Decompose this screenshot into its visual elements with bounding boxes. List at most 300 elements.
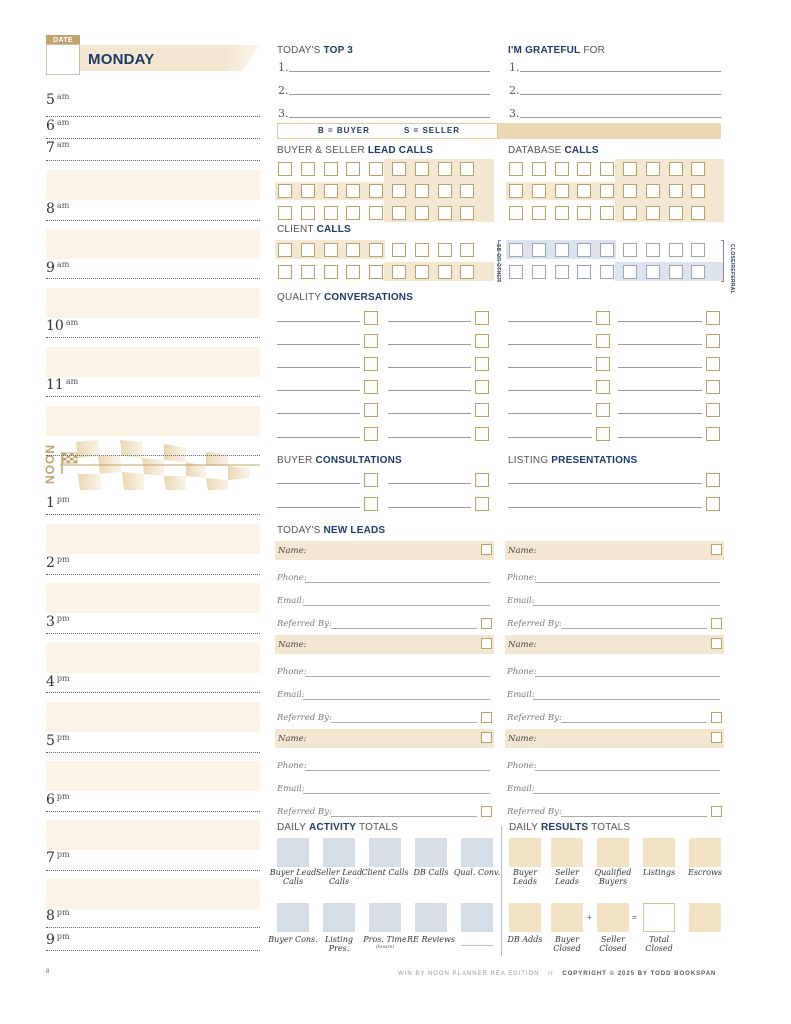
conversation-checkbox[interactable] [596, 427, 610, 441]
hour-band [46, 347, 260, 377]
call-checkbox[interactable] [438, 184, 452, 198]
conversation-checkbox[interactable] [596, 357, 610, 371]
checkered-flag-graphic [46, 438, 260, 492]
lead-phone-line[interactable] [535, 676, 720, 677]
call-checkbox[interactable] [600, 162, 614, 176]
grateful-line[interactable] [520, 117, 721, 118]
lead-referred-checkbox[interactable] [481, 712, 492, 723]
conversation-line[interactable] [388, 321, 471, 322]
results-total-box[interactable] [597, 838, 629, 867]
conversation-checkbox[interactable] [364, 311, 378, 325]
call-checkbox[interactable] [577, 162, 591, 176]
conversation-line[interactable] [277, 390, 360, 391]
lead-referred-label: Referred By: [507, 807, 562, 817]
legend-buyer: B = BUYER [318, 126, 370, 135]
hour-divider [46, 633, 260, 634]
activity-total-box[interactable] [323, 838, 355, 867]
conversation-checkbox[interactable] [364, 403, 378, 417]
call-checkbox[interactable] [324, 243, 338, 257]
conversation-checkbox[interactable] [475, 403, 489, 417]
lead-name-checkbox[interactable] [711, 732, 722, 743]
call-checkbox[interactable] [392, 265, 406, 279]
call-checkbox[interactable] [460, 243, 474, 257]
hour-divider [46, 692, 260, 693]
hour-divider [46, 811, 260, 812]
presentation-checkbox[interactable] [706, 473, 720, 487]
results-total-box[interactable] [509, 903, 541, 932]
call-checkbox[interactable] [646, 265, 660, 279]
call-checkbox[interactable] [324, 265, 338, 279]
lead-referred-checkbox[interactable] [711, 712, 722, 723]
footer-sep: // [548, 971, 554, 977]
hour-band [46, 288, 260, 318]
hour-band [46, 643, 260, 673]
hour-label [46, 495, 70, 511]
results-total-box[interactable] [643, 838, 675, 867]
activity-total-label [268, 935, 318, 944]
lead-referred-line[interactable] [331, 722, 477, 723]
hour-number: 5 [46, 733, 55, 749]
conversation-checkbox[interactable] [706, 311, 720, 325]
hour-suffix: pm [56, 908, 70, 917]
conversation-line[interactable] [508, 390, 592, 391]
call-checkbox[interactable] [278, 184, 292, 198]
call-checkbox[interactable] [623, 265, 637, 279]
grateful-number: 2. [509, 84, 520, 97]
call-checkbox[interactable] [278, 243, 292, 257]
lead-referred-checkbox[interactable] [481, 806, 492, 817]
hour-suffix: pm [56, 850, 70, 859]
top3-line[interactable] [289, 71, 490, 72]
bracket-left [498, 240, 501, 282]
hour-label [46, 792, 70, 808]
conversation-checkbox[interactable] [706, 427, 720, 441]
lead-email-line[interactable] [533, 605, 720, 606]
consultation-checkbox[interactable] [364, 473, 378, 487]
consultation-checkbox[interactable] [475, 497, 489, 511]
hour-suffix: pm [56, 932, 70, 941]
call-checkbox[interactable] [646, 162, 660, 176]
call-checkbox[interactable] [600, 184, 614, 198]
conversation-line[interactable] [508, 437, 592, 438]
call-checkbox[interactable] [392, 184, 406, 198]
lead-name-checkbox[interactable] [481, 638, 492, 649]
activity-total-box[interactable] [415, 838, 447, 867]
call-checkbox[interactable] [555, 184, 569, 198]
conversation-line[interactable] [618, 413, 702, 414]
lead-phone-line[interactable] [305, 770, 490, 771]
grateful-number: 1. [509, 61, 520, 74]
call-checkbox[interactable] [346, 265, 360, 279]
call-checkbox[interactable] [555, 162, 569, 176]
activity-total-box[interactable] [369, 838, 401, 867]
conversation-line[interactable] [508, 321, 592, 322]
consultation-line[interactable] [277, 483, 360, 484]
activity-total-label: Buyer Lead Calls [269, 868, 317, 886]
lead-referred-line[interactable] [331, 816, 477, 817]
day-name: MONDAY [88, 51, 155, 68]
vertical-label-right: CLOSE/REFERRAL [729, 244, 735, 295]
conversation-line[interactable] [388, 413, 471, 414]
call-checkbox[interactable] [278, 206, 292, 220]
lead-name-label: Name: [278, 546, 307, 556]
call-checkbox[interactable] [324, 184, 338, 198]
results-total-box[interactable] [689, 838, 721, 867]
conversation-line[interactable] [508, 367, 592, 368]
call-checkbox[interactable] [369, 184, 383, 198]
conversation-line[interactable] [618, 321, 702, 322]
lead-name-checkbox[interactable] [711, 638, 722, 649]
call-checkbox[interactable] [301, 206, 315, 220]
call-checkbox[interactable] [532, 184, 546, 198]
lead-referred-line[interactable] [561, 722, 707, 723]
plus-operator: + [587, 913, 592, 922]
call-checkbox[interactable] [600, 206, 614, 220]
activity-total-box[interactable] [323, 903, 355, 932]
call-checkbox[interactable] [623, 162, 637, 176]
lead-name-bar [275, 541, 494, 560]
hour-number: 8 [46, 908, 55, 924]
call-checkbox[interactable] [301, 162, 315, 176]
lead-referred-checkbox[interactable] [711, 618, 722, 629]
call-checkbox[interactable] [346, 243, 360, 257]
call-checkbox[interactable] [555, 206, 569, 220]
lead-phone-label: Phone: [507, 667, 537, 677]
top3-line[interactable] [289, 117, 490, 118]
hour-suffix: pm [56, 792, 70, 801]
conversation-line[interactable] [277, 437, 360, 438]
lead-name-bar [505, 635, 724, 654]
lead-email-label: Email: [277, 690, 305, 700]
hour-divider [46, 160, 260, 161]
presentation-checkbox[interactable] [706, 497, 720, 511]
activity-total-label: Seller Lead Calls [315, 868, 363, 886]
call-checkbox[interactable] [438, 265, 452, 279]
call-checkbox[interactable] [392, 243, 406, 257]
lead-referred-line[interactable] [331, 628, 477, 629]
call-checkbox[interactable] [669, 162, 683, 176]
call-checkbox[interactable] [691, 243, 705, 257]
hour-suffix: pm [56, 555, 70, 564]
call-checkbox[interactable] [346, 206, 360, 220]
conversation-line[interactable] [508, 344, 592, 345]
call-checkbox[interactable] [691, 184, 705, 198]
top3-line[interactable] [289, 94, 490, 95]
conversation-line[interactable] [618, 437, 702, 438]
call-checkbox[interactable] [577, 206, 591, 220]
top3-title: TODAY'S TOP 3 [277, 45, 354, 56]
call-checkbox[interactable] [532, 265, 546, 279]
conversation-checkbox[interactable] [706, 380, 720, 394]
hour-label [46, 614, 70, 630]
lead-email-label: Email: [277, 784, 305, 794]
legend-seller: S = SELLER [404, 126, 461, 135]
conversation-checkbox[interactable] [475, 311, 489, 325]
conversation-checkbox[interactable] [706, 334, 720, 348]
call-checkbox[interactable] [324, 162, 338, 176]
activity-total-box[interactable] [461, 903, 493, 932]
conversation-line[interactable] [618, 344, 702, 345]
lead-email-line[interactable] [303, 699, 490, 700]
call-checkbox[interactable] [460, 184, 474, 198]
hour-band [46, 879, 260, 909]
date-box[interactable] [46, 44, 80, 75]
grateful-line[interactable] [520, 71, 721, 72]
consultation-line[interactable] [277, 507, 360, 508]
hour-label [46, 92, 69, 108]
call-checkbox[interactable] [278, 162, 292, 176]
call-checkbox[interactable] [415, 162, 429, 176]
activity-total-label-text: Buyer Cons. [268, 935, 318, 944]
legend-fill [498, 123, 721, 139]
lead-email-label: Email: [507, 596, 535, 606]
call-checkbox[interactable] [509, 184, 523, 198]
lead-phone-line[interactable] [535, 582, 720, 583]
results-total-box[interactable] [551, 903, 583, 932]
call-checkbox[interactable] [301, 184, 315, 198]
call-checkbox[interactable] [346, 162, 360, 176]
conversation-line[interactable] [388, 344, 471, 345]
lead-name-checkbox[interactable] [481, 732, 492, 743]
lead-name-bar [275, 635, 494, 654]
conversation-checkbox[interactable] [596, 334, 610, 348]
hour-divider [46, 138, 260, 139]
lead-email-line[interactable] [533, 699, 720, 700]
lead-name-checkbox[interactable] [711, 544, 722, 555]
call-checkbox[interactable] [301, 265, 315, 279]
call-checkbox[interactable] [509, 206, 523, 220]
hour-number: 8 [46, 201, 55, 217]
conversation-checkbox[interactable] [364, 427, 378, 441]
consultation-checkbox[interactable] [475, 473, 489, 487]
consultation-line[interactable] [388, 483, 471, 484]
call-checkbox[interactable] [669, 265, 683, 279]
call-checkbox[interactable] [369, 243, 383, 257]
results-total-label: Seller Closed [599, 935, 627, 953]
call-checkbox[interactable] [646, 206, 660, 220]
hour-label [46, 733, 70, 749]
conversation-checkbox[interactable] [596, 403, 610, 417]
call-checkbox[interactable] [646, 184, 660, 198]
results-total-label: Seller Leads [554, 868, 580, 886]
vertical-label-left: SB OR OTHER [495, 244, 501, 283]
call-checkbox[interactable] [691, 206, 705, 220]
hour-label [46, 260, 69, 276]
call-checkbox[interactable] [691, 265, 705, 279]
hour-label [46, 318, 78, 334]
lead-referred-label: Referred By: [507, 619, 562, 629]
call-checkbox[interactable] [532, 162, 546, 176]
hour-band [46, 820, 260, 850]
hour-label [46, 555, 70, 571]
call-checkbox[interactable] [346, 184, 360, 198]
lead-phone-label: Phone: [277, 667, 307, 677]
call-checkbox[interactable] [669, 184, 683, 198]
client-calls-title: CLIENT CALLS [277, 224, 351, 235]
conversation-line[interactable] [277, 321, 360, 322]
call-checkbox[interactable] [577, 243, 591, 257]
grateful-line[interactable] [520, 94, 721, 95]
hour-suffix: am [56, 118, 70, 127]
footer-copyright: COPYRIGHT © 2025 BY TODD BOOKSPAN [562, 971, 717, 977]
conversation-checkbox[interactable] [364, 334, 378, 348]
hour-label [46, 118, 69, 134]
lead-phone-line[interactable] [535, 770, 720, 771]
call-checkbox[interactable] [369, 265, 383, 279]
conversation-line[interactable] [277, 367, 360, 368]
activity-total-box[interactable] [369, 903, 401, 932]
call-checkbox[interactable] [301, 243, 315, 257]
call-checkbox[interactable] [438, 243, 452, 257]
conversation-line[interactable] [388, 367, 471, 368]
activity-total-box[interactable] [415, 903, 447, 932]
activity-totals-title: DAILY ACTIVITY TOTALS [277, 822, 399, 833]
lead-phone-label: Phone: [507, 761, 537, 771]
conversation-checkbox[interactable] [596, 380, 610, 394]
hour-band [46, 406, 260, 436]
lead-referred-line[interactable] [561, 628, 707, 629]
results-total-label: Qualified Buyers [594, 868, 632, 886]
conversation-line[interactable] [277, 344, 360, 345]
results-total-box[interactable] [689, 903, 721, 932]
lead-email-label: Email: [277, 596, 305, 606]
presentation-line[interactable] [508, 507, 702, 508]
lead-phone-line[interactable] [305, 582, 490, 583]
hour-number: 3 [46, 614, 55, 630]
hour-suffix: am [56, 260, 70, 269]
call-checkbox[interactable] [509, 162, 523, 176]
call-checkbox[interactable] [369, 162, 383, 176]
call-checkbox[interactable] [623, 184, 637, 198]
call-checkbox[interactable] [415, 206, 429, 220]
hour-suffix: pm [56, 495, 70, 504]
results-total-box[interactable] [643, 903, 675, 932]
call-checkbox[interactable] [415, 184, 429, 198]
call-checkbox[interactable] [278, 265, 292, 279]
conversation-line[interactable] [388, 390, 471, 391]
call-checkbox[interactable] [600, 265, 614, 279]
hour-number: 6 [46, 792, 55, 808]
activity-total-label [360, 935, 410, 950]
conversation-checkbox[interactable] [475, 427, 489, 441]
lead-referred-checkbox[interactable] [711, 806, 722, 817]
conversation-checkbox[interactable] [596, 311, 610, 325]
lead-referred-line[interactable] [561, 816, 707, 817]
presentations-title: LISTING PRESENTATIONS [508, 455, 638, 466]
lead-email-line[interactable] [303, 605, 490, 606]
call-checkbox[interactable] [600, 243, 614, 257]
lead-name-label: Name: [278, 734, 307, 744]
consultation-line[interactable] [388, 507, 471, 508]
call-checkbox[interactable] [577, 184, 591, 198]
lead-phone-line[interactable] [305, 676, 490, 677]
call-checkbox[interactable] [623, 243, 637, 257]
footer-edition: WIN BY NOON PLANNER REA EDITION [398, 971, 540, 977]
hour-band [46, 229, 260, 259]
activity-total-label [406, 935, 456, 944]
call-checkbox[interactable] [438, 206, 452, 220]
call-checkbox[interactable] [369, 206, 383, 220]
lead-referred-label: Referred By: [277, 713, 332, 723]
buyer-seller-legend [277, 123, 498, 139]
call-checkbox[interactable] [392, 162, 406, 176]
conversation-line[interactable] [618, 367, 702, 368]
new-leads-title: TODAY'S NEW LEADS [277, 525, 386, 536]
results-total-box[interactable] [509, 838, 541, 867]
grateful-title: I'M GRATEFUL FOR [508, 45, 606, 56]
presentation-line[interactable] [508, 483, 702, 484]
call-checkbox[interactable] [509, 265, 523, 279]
hour-number: 4 [46, 674, 55, 690]
call-checkbox[interactable] [577, 265, 591, 279]
hour-number: 10 [46, 318, 64, 334]
results-total-box[interactable] [551, 838, 583, 867]
call-checkbox[interactable] [415, 265, 429, 279]
call-checkbox[interactable] [555, 243, 569, 257]
call-checkbox[interactable] [555, 265, 569, 279]
call-checkbox[interactable] [669, 243, 683, 257]
conversation-checkbox[interactable] [475, 357, 489, 371]
call-checkbox[interactable] [509, 243, 523, 257]
call-checkbox[interactable] [646, 243, 660, 257]
lead-name-checkbox[interactable] [481, 544, 492, 555]
results-total-label: Buyer Closed [553, 935, 581, 953]
conversation-checkbox[interactable] [364, 357, 378, 371]
hour-divider [46, 950, 260, 951]
conversation-checkbox[interactable] [475, 380, 489, 394]
call-checkbox[interactable] [324, 206, 338, 220]
call-checkbox[interactable] [460, 206, 474, 220]
results-total-box[interactable] [597, 903, 629, 932]
call-checkbox[interactable] [691, 162, 705, 176]
lead-referred-checkbox[interactable] [481, 618, 492, 629]
hour-band [46, 761, 260, 791]
hour-divider [46, 752, 260, 753]
call-checkbox[interactable] [415, 243, 429, 257]
call-checkbox[interactable] [532, 206, 546, 220]
hour-label [46, 377, 78, 393]
conversation-checkbox[interactable] [475, 334, 489, 348]
call-checkbox[interactable] [623, 206, 637, 220]
activity-total-box[interactable] [461, 838, 493, 867]
call-checkbox[interactable] [392, 206, 406, 220]
hour-suffix: pm [56, 614, 70, 623]
call-checkbox[interactable] [669, 206, 683, 220]
call-checkbox[interactable] [438, 162, 452, 176]
call-checkbox[interactable] [532, 243, 546, 257]
top3-number: 3. [278, 107, 289, 120]
lead-email-label: Email: [507, 690, 535, 700]
call-checkbox[interactable] [460, 162, 474, 176]
conversation-checkbox[interactable] [706, 357, 720, 371]
grateful-number: 3. [509, 107, 520, 120]
conversation-checkbox[interactable] [364, 380, 378, 394]
lead-referred-label: Referred By: [507, 713, 562, 723]
consultation-checkbox[interactable] [364, 497, 378, 511]
results-total-label: DB Adds [507, 935, 543, 944]
call-checkbox[interactable] [460, 265, 474, 279]
conversation-line[interactable] [618, 390, 702, 391]
conversation-checkbox[interactable] [706, 403, 720, 417]
activity-total-box[interactable] [277, 838, 309, 867]
conversation-line[interactable] [508, 413, 592, 414]
lead-email-line[interactable] [303, 793, 490, 794]
activity-total-box[interactable] [277, 903, 309, 932]
lead-email-line[interactable] [533, 793, 720, 794]
noon-banner [46, 438, 260, 492]
conversation-line[interactable] [388, 437, 471, 438]
conversation-line[interactable] [277, 413, 360, 414]
